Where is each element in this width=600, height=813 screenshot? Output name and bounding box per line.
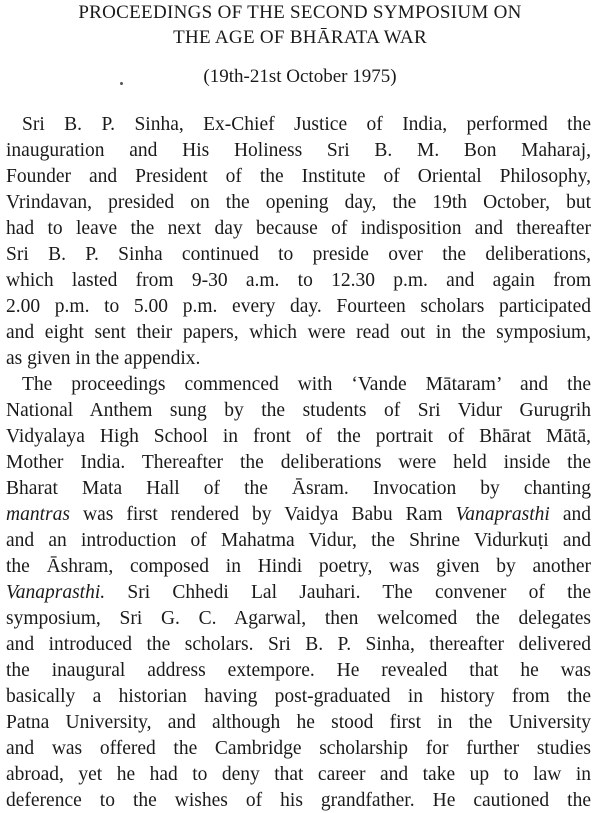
text-line: the Āshram, composed in Hindi poetry, was given by another: [6, 556, 591, 577]
text-line: Founder and President of the Institute of Oriental Philosophy,: [6, 166, 591, 187]
text-line: inauguration and His Holiness Sri B. M. Bon Maharaj,: [6, 140, 591, 161]
text-line: Sri B. P. Sinha, Ex-Chief Justice of India, performed the: [22, 114, 591, 135]
text-line: as given in the appendix.: [6, 348, 201, 369]
text-line: Patna University, and although he stood first in the University: [6, 712, 591, 733]
text-line: National Anthem sung by the students of Sri Vidur Gurugrih: [6, 400, 591, 421]
text-line: abroad, yet he had to deny that career and take up to law in: [6, 764, 591, 785]
print-speck: [120, 82, 123, 85]
text-line: the inaugural address extempore. He revealed that he was: [6, 660, 591, 681]
text-line: and eight sent their papers, which were read out in the symposium,: [6, 322, 591, 343]
italic-term: Vanaprasthi: [455, 504, 550, 525]
text-segment: Sri Chhedi Lal Jauhari. The convener of the: [127, 582, 591, 603]
text-line: The proceedings commenced with ‘Vande Mātaram’ and the: [22, 374, 591, 395]
page-heading-line-2: THE AGE OF BHĀRATA WAR: [173, 27, 427, 48]
text-line: basically a historian having post-graduated in history from the: [6, 686, 591, 707]
text-line: Sri B. P. Sinha continued to preside over the deliberations,: [6, 244, 591, 265]
text-line: which lasted from 9-30 a.m. to 12.30 p.m. and again from: [6, 270, 591, 291]
text-line: and was offered the Cambridge scholarship for further studies: [6, 738, 591, 759]
italic-term: Vanaprasthi.: [6, 582, 106, 603]
text-segment: was first rendered by Vaidya Babu Ram: [82, 504, 443, 525]
text-segment: and: [562, 504, 591, 525]
text-line: deference to the wishes of his grandfather. He cautioned the: [6, 790, 591, 811]
italic-term: mantras: [6, 504, 70, 525]
text-line: Mother India. Thereafter the deliberations were held inside the: [6, 452, 591, 473]
text-line-mixed: [6, 503, 591, 527]
text-line: Vidyalaya High School in front of the portrait of Bhārat Mātā,: [6, 426, 591, 447]
page-heading-line-1: PROCEEDINGS OF THE SECOND SYMPOSIUM ON: [78, 2, 522, 23]
text-line: Bharat Mata Hall of the Āsram. Invocation by chanting: [6, 478, 591, 499]
text-line: and introduced the scholars. Sri B. P. Sinha, thereafter delivered: [6, 634, 591, 655]
text-line: symposium, Sri G. C. Agarwal, then welcomed the delegates: [6, 608, 591, 629]
text-line: had to leave the next day because of indisposition and thereafter: [6, 218, 591, 239]
symposium-dates: (19th-21st October 1975): [203, 66, 397, 87]
text-line: and an introduction of Mahatma Vidur, the Shrine Vidurkuṭi and: [6, 530, 591, 551]
text-line: 2.00 p.m. to 5.00 p.m. every day. Fourteen scholars participated: [6, 296, 591, 317]
text-line-mixed: [6, 581, 591, 605]
text-line: Vrindavan, presided on the opening day, the 19th October, but: [6, 192, 591, 213]
